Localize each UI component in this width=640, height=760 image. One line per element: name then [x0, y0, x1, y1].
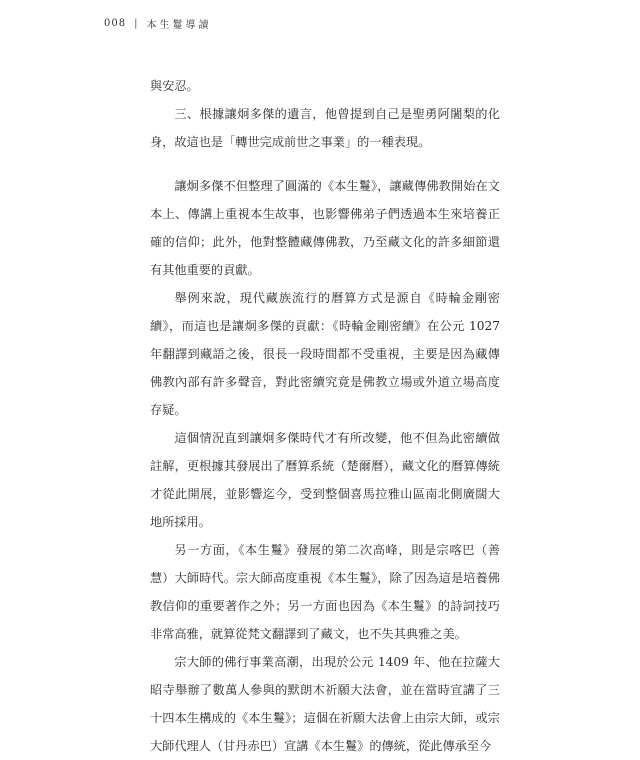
- running-header: [104, 16, 211, 31]
- header-separator: |: [134, 18, 139, 29]
- body-text: [150, 72, 500, 760]
- paragraph: 讓炯多傑不但整理了圓滿的《本生鬘》，讓藏傳佛教開始在文本上、傳講上重視本生故事，也影響佛弟子們透過本生來培養正確的信仰；此外，他對整體藏傳佛教，乃至藏文化的許多細節還有其他重要的貢獻。: [150, 179, 500, 277]
- paragraph: 另一方面，《本生鬘》發展的第二次高峰，則是宗喀巴（善慧）大師時代。宗大師高度重視《本生鬘》，除了因為這是培養佛教信仰的重要著作之外；另一方面也因為《本生鬘》的詩詞技巧非常高雅，就算從梵文翻譯到了藏文，也不失其典雅之美。: [150, 543, 500, 641]
- paragraph: 舉例來說，現代藏族流行的曆算方式是源自《時輪金剛密續》，而這也是讓炯多傑的貢獻：《時輪金剛密續》在公元 1027 年翻譯到藏語之後，很長一段時間都不受重視，主要是因為藏傳佛教內部有許多聲音，對此密續究竟是佛教立場或外道立場高度存疑。: [150, 291, 500, 417]
- paragraph: 這個情況直到讓炯多傑時代才有所改變，他不但為此密續做註解，更根據其發展出了曆算系統（楚爾曆），藏文化的曆算傳統才從此開展，並影響迄今，受到整個喜馬拉雅山區南北側廣闊大地所採用。: [150, 431, 500, 529]
- paragraph: 宗大師的佛行事業高潮，出現於公元 1409 年、他在拉薩大昭寺舉辦了數萬人參與的默朗木祈願大法會，並在當時宣講了三十四本生構成的《本生鬘》；這個在祈願大法會上由宗大師，或宗大師代理人（甘丹赤巴）宣講《本生鬘》的傳統，從此傳承至今: [150, 655, 500, 753]
- paragraph: 與安忍。: [150, 79, 199, 93]
- paragraph: 三、根據讓炯多傑的遺言，他曾提到自己是聖勇阿闍梨的化身，故這也是「轉世完成前世之事業」的一種表現。: [150, 107, 500, 149]
- book-title: 本生鬘導讀: [146, 20, 212, 31]
- page-number: 008: [104, 18, 127, 29]
